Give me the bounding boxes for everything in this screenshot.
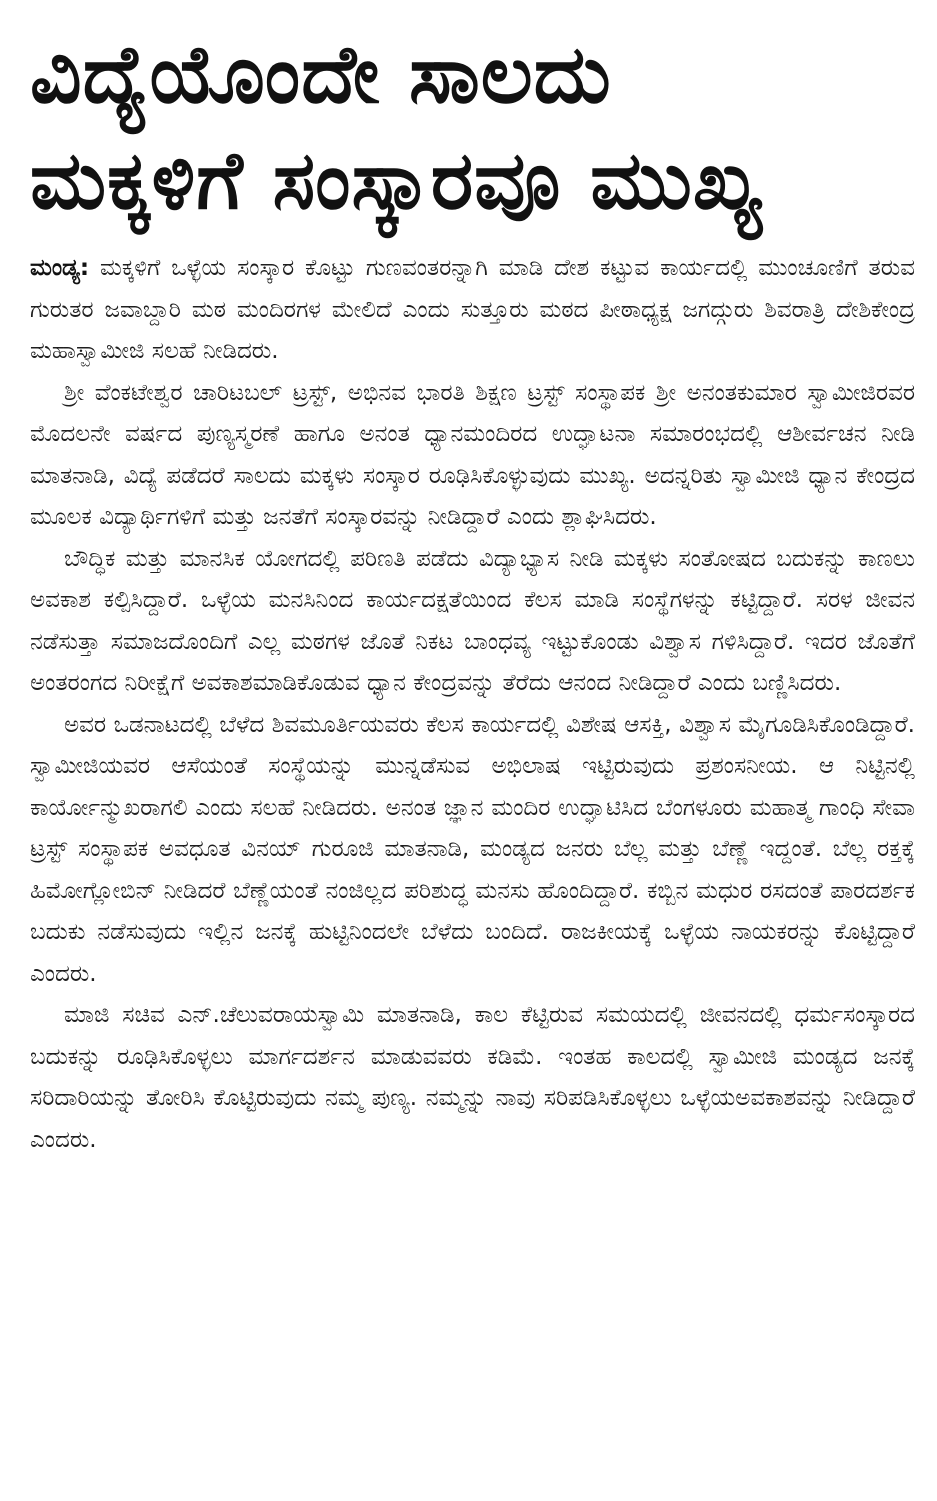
headline [30, 22, 915, 234]
headline-line-1: ವಿದ್ಯೆಯೊಂದೇ ಸಾಲದು [30, 28, 612, 121]
article-paragraph-3: ಬೌದ್ಧಿಕ ಮತ್ತು ಮಾನಸಿಕ ಯೋಗದಲ್ಲಿ ಪರಿಣತಿ ಪಡೆದು ವಿದ್ಯಾಭ್ಯಾಸ ನೀಡಿ ಮಕ್ಕಳು ಸಂತೋಷದ ಬದುಕನ್ನು ಕಾಣಲು ಅವಕಾಶ ಕಲ್ಪಿಸಿದ್ದಾರೆ. ಒಳ್ಳೆಯ ಮನಸಿನಿಂದ ಕಾರ್ಯದಕ್ಷತೆಯಿಂದ ಕೆಲಸ ಮಾಡಿ ಸಂಸ್ಥೆಗಳನ್ನು ಕಟ್ಟಿದ್ದಾರೆ. ಸರಳ ಜೀವನ ನಡೆಸುತ್ತಾ ಸಮಾಜದೊಂದಿಗೆ ಎಲ್ಲ ಮಠಗಳ ಜೊತೆ ನಿಕಟ ಬಾಂಧವ್ಯ ಇಟ್ಟುಕೊಂಡು ವಿಶ್ವಾಸ ಗಳಿಸಿದ್ದಾರೆ. ಇದರ ಜೊತೆಗೆ ಅಂತರಂಗದ ನಿರೀಕ್ಷೆಗೆ ಅವಕಾಶಮಾಡಿಕೊಡುವ ಧ್ಯಾನ ಕೇಂದ್ರವನ್ನು ತೆರೆದು ಆನಂದ ನೀಡಿದ್ದಾರೆ ಎಂದು ಬಣ್ಣಿಸಿದರು. [30, 545, 915, 696]
article-body [30, 248, 915, 1161]
article-paragraph-5: ಮಾಜಿ ಸಚಿವ ಎನ್.ಚೆಲುವರಾಯಸ್ವಾಮಿ ಮಾತನಾಡಿ, ಕಾಲ ಕೆಟ್ಟಿರುವ ಸಮಯದಲ್ಲಿ ಜೀವನದಲ್ಲಿ ಧರ್ಮಸಂಸ್ಕಾರದ ಬದುಕನ್ನು ರೂಢಿಸಿಕೊಳ್ಳಲು ಮಾರ್ಗದರ್ಶನ ಮಾಡುವವರು ಕಡಿಮೆ. ಇಂತಹ ಕಾಲದಲ್ಲಿ ಸ್ವಾಮೀಜಿ ಮಂಡ್ಯದ ಜನಕ್ಕೆ ಸರಿದಾರಿಯನ್ನು ತೋರಿಸಿ ಕೊಟ್ಟಿರುವುದು ನಮ್ಮ ಪುಣ್ಯ. ನಮ್ಮನ್ನು ನಾವು ಸರಿಪಡಿಸಿಕೊಳ್ಳಲು ಒಳ್ಳೆಯಅವಕಾಶವನ್ನು ನೀಡಿದ್ದಾರೆ ಎಂದರು. [30, 1002, 915, 1153]
article-paragraph-1 [30, 248, 915, 373]
article-paragraph-2: ಶ್ರೀ ವೆಂಕಟೇಶ್ವರ ಚಾರಿಟಬಲ್ ಟ್ರಸ್ಟ್, ಅಭಿನವ ಭಾರತಿ ಶಿಕ್ಷಣ ಟ್ರಸ್ಟ್ ಸಂಸ್ಥಾಪಕ ಶ್ರೀ ಅನಂತಕುಮಾರ ಸ್ವಾಮೀಜಿರವರ ಮೊದಲನೇ ವರ್ಷದ ಪುಣ್ಯಸ್ಮರಣೆ ಹಾಗೂ ಅನಂತ ಧ್ಯಾನಮಂದಿರದ ಉದ್ಘಾಟನಾ ಸಮಾರಂಭದಲ್ಲಿ ಆಶೀರ್ವಚನ ನೀಡಿ ಮಾತನಾಡಿ, ವಿದ್ಯೆ ಪಡೆದರೆ ಸಾಲದು ಮಕ್ಕಳು ಸಂಸ್ಕಾರ ರೂಢಿಸಿಕೊಳ್ಳುವುದು ಮುಖ್ಯ. ಅದನ್ನರಿತು ಸ್ವಾಮೀಜಿ ಧ್ಯಾನ ಕೇಂದ್ರದ ಮೂಲಕ ವಿದ್ಯಾರ್ಥಿಗಳಿಗೆ ಮತ್ತು ಜನತೆಗೆ ಸಂಸ್ಕಾರವನ್ನು ನೀಡಿದ್ದಾರೆ ಎಂದು ಶ್ಲಾಘಿಸಿದರು. [30, 379, 915, 530]
article-paragraph-4: ಅವರ ಒಡನಾಟದಲ್ಲಿ ಬೆಳೆದ ಶಿವಮೂರ್ತಿಯವರು ಕೆಲಸ ಕಾರ್ಯದಲ್ಲಿ ವಿಶೇಷ ಆಸಕ್ತಿ, ವಿಶ್ವಾಸ ಮೈಗೂಡಿಸಿಕೊಂಡಿದ್ದಾರೆ. ಸ್ವಾಮೀಜಿಯವರ ಆಸೆಯಂತೆ ಸಂಸ್ಥೆಯನ್ನು ಮುನ್ನಡೆಸುವ ಅಭಿಲಾಷ ಇಟ್ಟಿರುವುದು ಪ್ರಶಂಸನೀಯ. ಆ ನಿಟ್ಟಿನಲ್ಲಿ ಕಾರ್ಯೋನ್ಮುಖರಾಗಲಿ ಎಂದು ಸಲಹೆ ನೀಡಿದರು. ಅನಂತ ಜ್ಞಾನ ಮಂದಿರ ಉದ್ಘಾಟಿಸಿದ ಬೆಂಗಳೂರು ಮಹಾತ್ಮ ಗಾಂಧಿ ಸೇವಾ ಟ್ರಸ್ಟ್ ಸಂಸ್ಥಾಪಕ ಅವಧೂತ ವಿನಯ್ ಗುರೂಜಿ ಮಾತನಾಡಿ, ಮಂಡ್ಯದ ಜನರು ಬೆಲ್ಲ ಮತ್ತು ಬೆಣ್ಣೆ ಇದ್ದಂತೆ. ಬೆಲ್ಲ ರಕ್ತಕ್ಕೆ ಹಿಮೋಗ್ಲೋಬಿನ್ ನೀಡಿದರೆ ಬೆಣ್ಣೆಯಂತೆ ನಂಜಿಲ್ಲದ ಪರಿಶುದ್ಧ ಮನಸು ಹೊಂದಿದ್ದಾರೆ. ಕಬ್ಬಿನ ಮಧುರ ರಸದಂತೆ ಪಾರದರ್ಶಕ ಬದುಕು ನಡೆಸುವುದು ಇಲ್ಲಿನ ಜನಕ್ಕೆ ಹುಟ್ಟಿನಿಂದಲೇ ಬೆಳೆದು ಬಂದಿದೆ. ರಾಜಕೀಯಕ್ಕೆ ಒಳ್ಳೆಯ ನಾಯಕರನ್ನು ಕೊಟ್ಟಿದ್ದಾರೆ ಎಂದರು. [30, 711, 915, 987]
dateline: ಮಂಡ್ಯ: [30, 255, 90, 281]
headline-line-2: ಮಕ್ಕಳಿಗೆ ಸಂಸ್ಕಾರವೂ ಮುಖ್ಯ [30, 134, 764, 227]
paragraph-1-text: ಮಕ್ಕಳಿಗೆ ಒಳ್ಳೆಯ ಸಂಸ್ಕಾರ ಕೊಟ್ಟು ಗುಣವಂತರನ್ನಾಗಿ ಮಾಡಿ ದೇಶ ಕಟ್ಟುವ ಕಾರ್ಯದಲ್ಲಿ ಮುಂಚೂಣಿಗೆ ತರುವ ಗುರುತರ ಜವಾಬ್ದಾರಿ ಮಠ ಮಂದಿರಗಳ ಮೇಲಿದೆ ಎಂದು ಸುತ್ತೂರು ಮಠದ ಪೀಠಾಧ್ಯಕ್ಷ ಜಗದ್ಗುರು ಶಿವರಾತ್ರಿ ದೇಶಿಕೇಂದ್ರ ಮಹಾಸ್ವಾಮೀಜಿ ಸಲಹೆ ನೀಡಿದರು. [30, 255, 915, 364]
